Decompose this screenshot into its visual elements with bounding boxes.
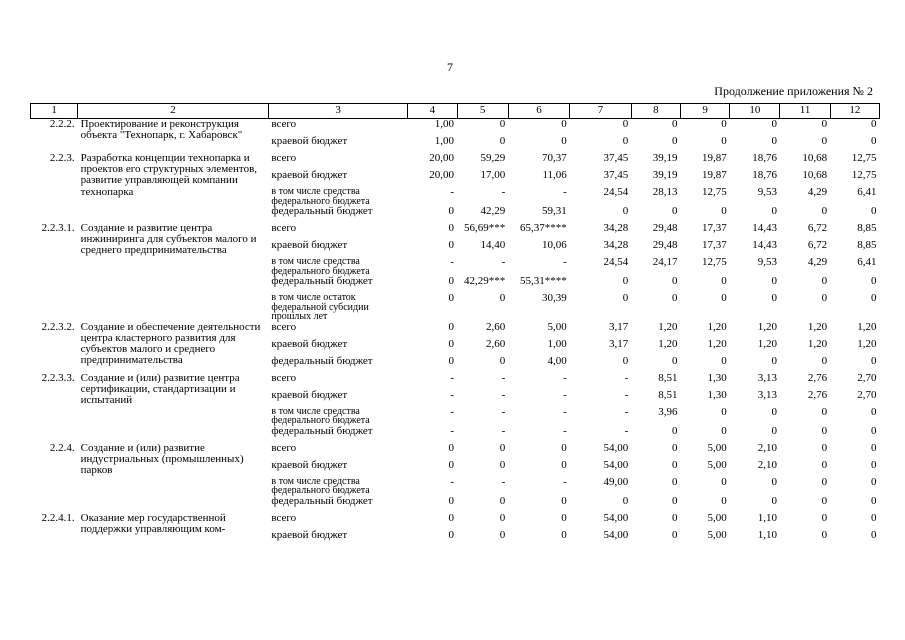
column-header: 11 bbox=[780, 104, 830, 119]
row-name: Разработка концепции технопарка и проектов его структурных элементов, развитие управляющей компании технопарка bbox=[80, 152, 258, 198]
value-cell: 0 bbox=[622, 118, 629, 130]
funding-source: краевой бюджет bbox=[271, 337, 348, 350]
column-header: 9 bbox=[681, 104, 730, 119]
value-cell: 8,85 bbox=[857, 222, 877, 234]
value-cell: 12,75 bbox=[851, 169, 877, 181]
value-cell: 49,00 bbox=[603, 475, 629, 488]
value-cell: - bbox=[563, 424, 567, 437]
value-cell: 10,68 bbox=[802, 169, 828, 181]
column-header: 7 bbox=[570, 104, 632, 119]
value-cell: 54,00 bbox=[603, 458, 629, 471]
value-cell: 17,37 bbox=[701, 222, 727, 234]
funding-source: всего bbox=[271, 511, 297, 524]
value-cell: - bbox=[624, 424, 629, 437]
value-cell: 59,31 bbox=[542, 205, 567, 217]
value-cell: 0 bbox=[448, 205, 454, 217]
table-row bbox=[31, 513, 880, 530]
funding-source: краевой бюджет bbox=[271, 458, 348, 471]
value-cell: 0 bbox=[871, 275, 877, 287]
value-cell: 0 bbox=[771, 275, 777, 287]
value-cell: 39,19 bbox=[652, 169, 678, 181]
value-cell: 1,00 bbox=[547, 337, 567, 350]
value-cell: 24,54 bbox=[603, 186, 629, 198]
column-header: 8 bbox=[631, 104, 680, 119]
value-cell: 2,70 bbox=[857, 388, 877, 401]
value-cell: 0 bbox=[448, 458, 454, 471]
value-cell: 2,10 bbox=[757, 441, 777, 454]
table-row bbox=[31, 322, 880, 339]
value-cell: 1,20 bbox=[707, 320, 727, 333]
value-cell: 1,30 bbox=[707, 371, 727, 384]
row-name: Создание и (или) развитие центра сертификации, стандартизации и испытаний bbox=[80, 371, 240, 406]
value-cell: 0 bbox=[561, 458, 567, 471]
value-cell: - bbox=[624, 388, 629, 401]
value-cell: - bbox=[563, 405, 567, 418]
row-code: 2.2.3.1. bbox=[41, 222, 75, 234]
row-code: 2.2.2. bbox=[49, 118, 75, 130]
value-cell: 0 bbox=[871, 511, 877, 524]
value-cell: 5,00 bbox=[707, 511, 727, 524]
value-cell: 4,00 bbox=[547, 354, 567, 367]
value-cell: - bbox=[501, 475, 506, 488]
value-cell: 39,19 bbox=[652, 152, 678, 164]
funding-source: краевой бюджет bbox=[271, 388, 348, 401]
funding-source: федеральный бюджет bbox=[271, 494, 373, 507]
value-cell: 8,51 bbox=[658, 371, 678, 384]
value-cell: 0 bbox=[622, 494, 629, 507]
value-cell: 29,48 bbox=[652, 239, 678, 251]
row-code: 2.2.4. bbox=[49, 441, 75, 454]
value-cell: 4,29 bbox=[807, 186, 828, 198]
value-cell: 0 bbox=[721, 354, 727, 367]
value-cell: 0 bbox=[721, 494, 727, 507]
value-cell: 0 bbox=[771, 494, 777, 507]
column-header: 1 bbox=[31, 104, 78, 119]
value-cell: 0 bbox=[499, 354, 506, 367]
value-cell: 65,37**** bbox=[520, 222, 567, 234]
value-cell: 0 bbox=[871, 118, 877, 130]
value-cell: 0 bbox=[499, 135, 506, 147]
value-cell: 0 bbox=[721, 275, 727, 287]
value-cell: 0 bbox=[871, 528, 877, 541]
value-cell: 1,20 bbox=[757, 337, 777, 350]
value-cell: 0 bbox=[672, 292, 678, 304]
column-header: 12 bbox=[830, 104, 879, 119]
value-cell: 0 bbox=[672, 354, 678, 367]
value-cell: - bbox=[501, 388, 506, 401]
funding-source: краевой бюджет bbox=[271, 135, 348, 147]
value-cell: 30,39 bbox=[542, 292, 567, 304]
value-cell: 14,40 bbox=[480, 239, 506, 251]
value-cell: 0 bbox=[821, 528, 828, 541]
value-cell: 0 bbox=[721, 424, 727, 437]
value-cell: 1,20 bbox=[807, 320, 828, 333]
funding-source: в том числе остаток федеральной субсидии прошлых лет bbox=[271, 292, 369, 322]
value-cell: 0 bbox=[499, 528, 506, 541]
value-cell: 0 bbox=[771, 135, 777, 147]
funding-source: всего bbox=[271, 152, 297, 164]
value-cell: 0 bbox=[821, 354, 828, 367]
value-cell: 2,10 bbox=[757, 458, 777, 471]
value-cell: 1,00 bbox=[434, 135, 454, 147]
budget-table bbox=[30, 103, 880, 547]
value-cell: 9,53 bbox=[757, 186, 777, 198]
value-cell: 19,87 bbox=[701, 169, 727, 181]
value-cell: 0 bbox=[448, 354, 454, 367]
value-cell: 34,28 bbox=[603, 222, 629, 234]
row-name: Создание и (или) развитие индустриальных (промышленных) парков bbox=[80, 441, 244, 476]
value-cell: 54,00 bbox=[603, 441, 629, 454]
value-cell: 0 bbox=[771, 118, 777, 130]
value-cell: 0 bbox=[821, 441, 828, 454]
value-cell: 0 bbox=[771, 405, 777, 418]
value-cell: 0 bbox=[448, 441, 454, 454]
funding-source: всего bbox=[271, 118, 297, 130]
page-number: 7 bbox=[447, 60, 453, 74]
value-cell: 0 bbox=[448, 275, 454, 287]
value-cell: 0 bbox=[672, 275, 678, 287]
value-cell: 0 bbox=[821, 135, 828, 147]
row-name: Создание и развитие центра инжиниринга для субъектов малого и среднего предпринимательства bbox=[80, 222, 257, 257]
value-cell: 54,00 bbox=[603, 528, 629, 541]
value-cell: - bbox=[501, 186, 506, 198]
value-cell: 0 bbox=[561, 511, 567, 524]
value-cell: 0 bbox=[672, 494, 678, 507]
value-cell: 0 bbox=[672, 475, 678, 488]
value-cell: 0 bbox=[448, 337, 454, 350]
value-cell: - bbox=[624, 405, 629, 418]
value-cell: 3,13 bbox=[757, 371, 777, 384]
value-cell: 55,31**** bbox=[520, 275, 567, 287]
value-cell: 19,87 bbox=[701, 152, 727, 164]
value-cell: 18,76 bbox=[752, 152, 777, 164]
value-cell: - bbox=[501, 405, 506, 418]
value-cell: 0 bbox=[871, 405, 877, 418]
funding-source: федеральный бюджет bbox=[271, 205, 373, 217]
value-cell: 0 bbox=[771, 424, 777, 437]
value-cell: 28,13 bbox=[652, 186, 678, 198]
table-row bbox=[31, 373, 880, 390]
funding-source: всего bbox=[271, 320, 297, 333]
value-cell: 0 bbox=[622, 205, 629, 217]
column-header: 3 bbox=[268, 104, 407, 119]
value-cell: 11,06 bbox=[542, 169, 567, 181]
value-cell: - bbox=[563, 186, 567, 198]
value-cell: 1,20 bbox=[857, 337, 877, 350]
table-row bbox=[31, 153, 880, 170]
funding-source: в том числе средства федерального бюджета bbox=[271, 186, 370, 207]
value-cell: 1,20 bbox=[658, 320, 678, 333]
value-cell: 12,75 bbox=[701, 256, 727, 268]
funding-source: всего bbox=[271, 441, 297, 454]
value-cell: 0 bbox=[871, 135, 877, 147]
value-cell: 29,48 bbox=[652, 222, 678, 234]
value-cell: - bbox=[563, 475, 567, 488]
value-cell: 0 bbox=[622, 135, 629, 147]
header-row bbox=[31, 104, 880, 119]
funding-source: всего bbox=[271, 222, 297, 234]
value-cell: 0 bbox=[721, 292, 727, 304]
value-cell: 37,45 bbox=[603, 169, 629, 181]
row-name: Создание и обеспечение деятельности центра кластерного развития для субъектов малого и среднего предпринимательства bbox=[80, 320, 261, 367]
value-cell: 42,29 bbox=[480, 205, 506, 217]
value-cell: - bbox=[450, 256, 454, 268]
value-cell: 0 bbox=[622, 292, 629, 304]
value-cell: 0 bbox=[721, 405, 727, 418]
value-cell: - bbox=[450, 475, 454, 488]
value-cell: 42,29*** bbox=[464, 275, 506, 287]
value-cell: 0 bbox=[871, 292, 877, 304]
value-cell: 0 bbox=[561, 118, 567, 130]
value-cell: 9,53 bbox=[757, 256, 777, 268]
value-cell: 0 bbox=[561, 135, 567, 147]
row-code: 2.2.3. bbox=[49, 152, 75, 164]
value-cell: 0 bbox=[672, 424, 678, 437]
value-cell: 0 bbox=[672, 458, 678, 471]
column-header: 6 bbox=[508, 104, 570, 119]
value-cell: 0 bbox=[499, 494, 506, 507]
funding-source: краевой бюджет bbox=[271, 528, 348, 541]
value-cell: 24,54 bbox=[603, 256, 629, 268]
value-cell: 0 bbox=[821, 424, 828, 437]
value-cell: 0 bbox=[871, 494, 877, 507]
value-cell: 1,20 bbox=[757, 320, 777, 333]
value-cell: 0 bbox=[448, 292, 454, 304]
value-cell: 0 bbox=[821, 458, 828, 471]
value-cell: 37,45 bbox=[603, 152, 629, 164]
value-cell: - bbox=[450, 388, 454, 401]
value-cell: - bbox=[450, 405, 454, 418]
value-cell: - bbox=[501, 256, 506, 268]
row-name: Проектирование и реконструкция объекта "Технопарк, г. Хабаровск" bbox=[80, 118, 243, 142]
value-cell: 0 bbox=[871, 458, 877, 471]
value-cell: 1,20 bbox=[707, 337, 727, 350]
value-cell: - bbox=[450, 424, 454, 437]
value-cell: 1,00 bbox=[434, 118, 454, 130]
value-cell: 6,41 bbox=[857, 186, 877, 198]
value-cell: 0 bbox=[871, 205, 877, 217]
table-body bbox=[31, 119, 880, 547]
value-cell: 0 bbox=[871, 475, 877, 488]
value-cell: 0 bbox=[561, 441, 567, 454]
value-cell: 0 bbox=[771, 292, 777, 304]
value-cell: - bbox=[450, 186, 454, 198]
value-cell: 2,60 bbox=[486, 337, 506, 350]
row-code: 2.2.4.1. bbox=[41, 511, 75, 524]
value-cell: 0 bbox=[561, 528, 567, 541]
value-cell: 8,51 bbox=[658, 388, 678, 401]
value-cell: - bbox=[563, 388, 567, 401]
funding-source: федеральный бюджет bbox=[271, 424, 373, 437]
value-cell: 0 bbox=[622, 354, 629, 367]
value-cell: 0 bbox=[672, 135, 678, 147]
value-cell: 0 bbox=[821, 205, 828, 217]
value-cell: 0 bbox=[499, 441, 506, 454]
value-cell: - bbox=[624, 371, 629, 384]
value-cell: 0 bbox=[672, 441, 678, 454]
table-row bbox=[31, 119, 880, 137]
value-cell: 0 bbox=[821, 292, 828, 304]
value-cell: 0 bbox=[499, 292, 506, 304]
value-cell: 0 bbox=[771, 475, 777, 488]
value-cell: - bbox=[563, 256, 567, 268]
value-cell: 8,85 bbox=[857, 239, 877, 251]
value-cell: - bbox=[450, 371, 454, 384]
value-cell: 0 bbox=[448, 511, 454, 524]
value-cell: 0 bbox=[622, 275, 629, 287]
row-name: Оказание мер государственной поддержки управляющим ком- bbox=[80, 511, 226, 535]
value-cell: 0 bbox=[448, 222, 454, 234]
value-cell: 0 bbox=[672, 511, 678, 524]
value-cell: 0 bbox=[672, 118, 678, 130]
value-cell: 1,10 bbox=[757, 528, 777, 541]
value-cell: 6,72 bbox=[807, 222, 828, 234]
value-cell: 0 bbox=[771, 205, 777, 217]
value-cell: 0 bbox=[499, 458, 506, 471]
value-cell: 0 bbox=[771, 354, 777, 367]
value-cell: 3,96 bbox=[658, 405, 678, 418]
value-cell: 4,29 bbox=[807, 256, 828, 268]
value-cell: 0 bbox=[721, 205, 727, 217]
value-cell: - bbox=[501, 371, 506, 384]
value-cell: 70,37 bbox=[542, 152, 567, 164]
value-cell: 0 bbox=[871, 424, 877, 437]
value-cell: 0 bbox=[499, 118, 506, 130]
value-cell: 0 bbox=[721, 475, 727, 488]
row-code: 2.2.3.2. bbox=[41, 320, 75, 333]
value-cell: 0 bbox=[821, 405, 828, 418]
value-cell: 0 bbox=[821, 475, 828, 488]
value-cell: 5,00 bbox=[547, 320, 567, 333]
value-cell: 0 bbox=[871, 354, 877, 367]
value-cell: 54,00 bbox=[603, 511, 629, 524]
column-header: 5 bbox=[457, 104, 508, 119]
value-cell: 0 bbox=[448, 528, 454, 541]
value-cell: 0 bbox=[672, 528, 678, 541]
value-cell: 34,28 bbox=[603, 239, 629, 251]
value-cell: 3,17 bbox=[609, 320, 629, 333]
value-cell: 14,43 bbox=[752, 222, 777, 234]
row-code: 2.2.3.3. bbox=[41, 371, 75, 384]
value-cell: 3,13 bbox=[757, 388, 777, 401]
value-cell: 2,76 bbox=[807, 371, 828, 384]
funding-source: краевой бюджет bbox=[271, 169, 348, 181]
funding-source: федеральный бюджет bbox=[271, 354, 373, 367]
value-cell: 12,75 bbox=[701, 186, 727, 198]
value-cell: 10,68 bbox=[802, 152, 828, 164]
value-cell: 20,00 bbox=[429, 169, 454, 181]
value-cell: 0 bbox=[672, 205, 678, 217]
value-cell: 3,17 bbox=[609, 337, 629, 350]
funding-source: краевой бюджет bbox=[271, 239, 348, 251]
value-cell: 5,00 bbox=[707, 458, 727, 471]
value-cell: 0 bbox=[499, 511, 506, 524]
value-cell: 24,17 bbox=[652, 256, 678, 268]
value-cell: 10,06 bbox=[542, 239, 567, 251]
value-cell: 0 bbox=[561, 494, 567, 507]
value-cell: 20,00 bbox=[429, 152, 454, 164]
column-header: 4 bbox=[408, 104, 457, 119]
value-cell: 0 bbox=[721, 118, 727, 130]
value-cell: 0 bbox=[721, 135, 727, 147]
funding-source: в том числе средства федерального бюджета bbox=[271, 256, 370, 277]
funding-source: всего bbox=[271, 371, 297, 384]
column-header: 2 bbox=[78, 104, 269, 119]
table-row bbox=[31, 223, 880, 240]
value-cell: 1,20 bbox=[658, 337, 678, 350]
value-cell: 0 bbox=[448, 494, 454, 507]
value-cell: 0 bbox=[871, 441, 877, 454]
column-header: 10 bbox=[730, 104, 780, 119]
value-cell: 1,10 bbox=[757, 511, 777, 524]
value-cell: 1,30 bbox=[707, 388, 727, 401]
value-cell: 2,70 bbox=[857, 371, 877, 384]
value-cell: 6,41 bbox=[857, 256, 877, 268]
value-cell: 2,60 bbox=[486, 320, 506, 333]
value-cell: 0 bbox=[821, 494, 828, 507]
funding-source: в том числе средства федерального бюджета bbox=[271, 405, 370, 426]
value-cell: 5,00 bbox=[707, 441, 727, 454]
funding-source: в том числе средства федерального бюджета bbox=[271, 475, 370, 496]
value-cell: 0 bbox=[821, 275, 828, 287]
value-cell: - bbox=[501, 424, 506, 437]
value-cell: 6,72 bbox=[807, 239, 828, 251]
value-cell: 1,20 bbox=[807, 337, 828, 350]
value-cell: 0 bbox=[821, 118, 828, 130]
funding-source: федеральный бюджет bbox=[271, 275, 373, 287]
value-cell: 0 bbox=[821, 511, 828, 524]
value-cell: 12,75 bbox=[851, 152, 877, 164]
continuation-label: Продолжение приложения № 2 bbox=[714, 84, 873, 98]
value-cell: 17,00 bbox=[480, 169, 506, 181]
value-cell: - bbox=[563, 371, 567, 384]
value-cell: 14,43 bbox=[752, 239, 777, 251]
value-cell: 2,76 bbox=[807, 388, 828, 401]
value-cell: 17,37 bbox=[701, 239, 727, 251]
value-cell: 56,69*** bbox=[464, 222, 506, 234]
table-row bbox=[31, 443, 880, 460]
value-cell: 0 bbox=[448, 320, 454, 333]
value-cell: 1,20 bbox=[857, 320, 877, 333]
value-cell: 0 bbox=[448, 239, 454, 251]
value-cell: 5,00 bbox=[707, 528, 727, 541]
value-cell: 18,76 bbox=[752, 169, 777, 181]
value-cell: 59,29 bbox=[480, 152, 506, 164]
